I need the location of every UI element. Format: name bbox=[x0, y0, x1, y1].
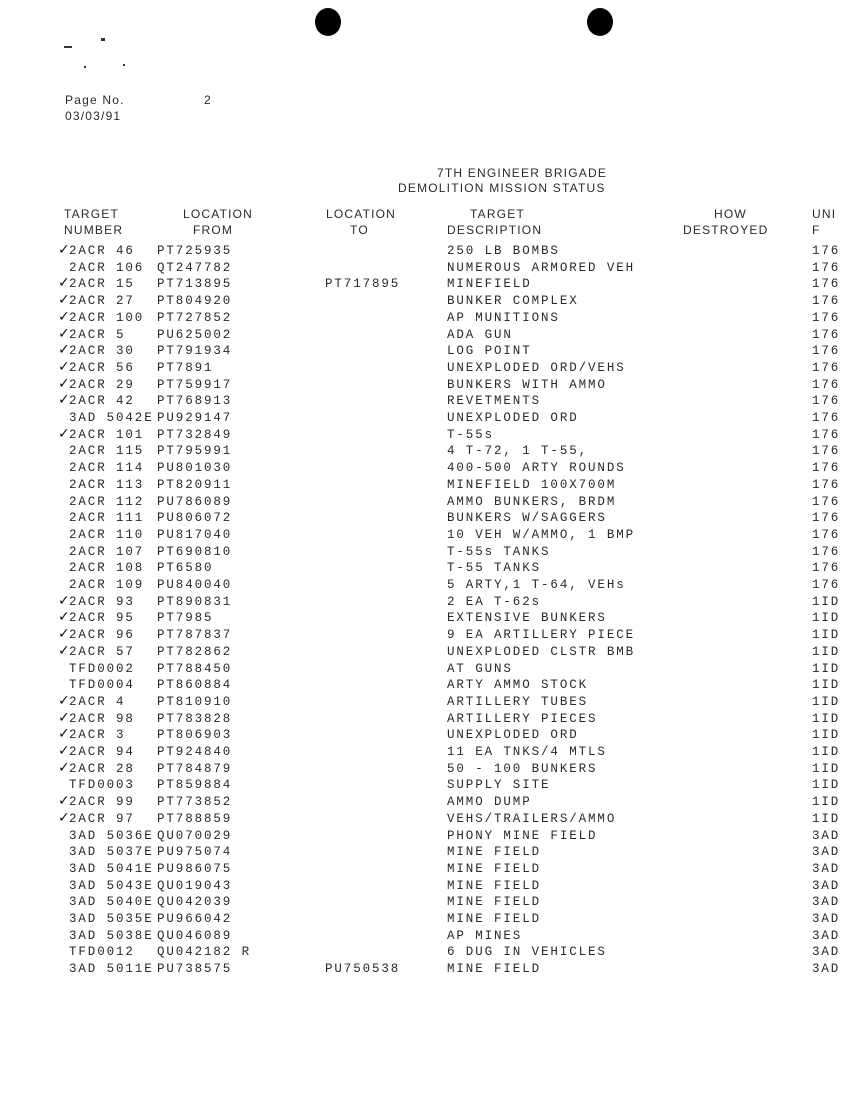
cell-target-number: 3AD 5040E bbox=[69, 895, 154, 910]
header-how-destroyed: HOW bbox=[714, 207, 747, 221]
header-location-to: TO bbox=[350, 223, 369, 237]
cell-target-number: 2ACR 98 bbox=[69, 711, 135, 726]
cell-unit: 176 bbox=[812, 411, 841, 425]
cell-target-description: LOG POINT bbox=[447, 344, 532, 359]
report-subtitle: DEMOLITION MISSION STATUS bbox=[398, 181, 606, 195]
cell-location-from: PU929147 bbox=[157, 411, 233, 425]
checkmark-icon: ✓ bbox=[58, 342, 70, 359]
cell-target-description: 11 EA TNKS/4 MTLS bbox=[447, 745, 607, 759]
cell-target-number: 2ACR 109 bbox=[69, 578, 145, 592]
cell-unit: 3AD bbox=[812, 945, 841, 960]
cell-unit: 1ID bbox=[812, 778, 841, 793]
checkmark-icon: ✓ bbox=[58, 358, 70, 375]
checkmark-icon: ✓ bbox=[58, 793, 70, 810]
cell-target-number: 3AD 5043E bbox=[69, 878, 154, 893]
table-row bbox=[0, 809, 850, 828]
cell-unit: 3AD bbox=[812, 861, 841, 876]
cell-location-from: QU046089 bbox=[157, 928, 233, 943]
cell-target-number: 2ACR 4 bbox=[69, 694, 126, 709]
cell-target-description: 50 - 100 BUNKERS bbox=[447, 761, 598, 776]
cell-target-description: UNEXPLODED ORD/VEHS bbox=[447, 360, 626, 375]
cell-location-from: PU806072 bbox=[157, 511, 233, 526]
checkmark-icon: ✓ bbox=[58, 709, 70, 726]
header-unit: F bbox=[812, 223, 821, 237]
cell-location-to: PT717895 bbox=[325, 277, 401, 292]
cell-target-description: BUNKERS WITH AMMO bbox=[447, 377, 607, 392]
cell-location-from: PT804920 bbox=[157, 294, 233, 309]
table-row bbox=[0, 745, 850, 761]
checkmark-icon: ✓ bbox=[58, 609, 70, 626]
cell-unit: 1ID bbox=[812, 694, 841, 709]
cell-target-number: 2ACR 29 bbox=[69, 377, 135, 392]
cell-target-description: 2 EA T-62s bbox=[447, 594, 542, 609]
cell-target-description: AP MINES bbox=[447, 928, 523, 943]
cell-location-from: PU738575 bbox=[157, 962, 233, 977]
header-target-description: DESCRIPTION bbox=[447, 223, 543, 237]
table-row bbox=[0, 929, 850, 945]
hole-punch-right bbox=[587, 8, 613, 36]
cell-target-description: MINE FIELD bbox=[447, 845, 542, 860]
cell-unit: 176 bbox=[812, 344, 841, 359]
cell-target-description: MINEFIELD 100X700M bbox=[447, 477, 617, 492]
cell-target-number: 2ACR 112 bbox=[69, 494, 145, 509]
cell-target-description: ADA GUN bbox=[447, 327, 513, 342]
table-row bbox=[0, 511, 850, 527]
cell-target-number: 2ACR 115 bbox=[69, 444, 145, 459]
table-row bbox=[0, 461, 850, 477]
cell-unit: 176 bbox=[812, 578, 841, 592]
cell-unit: 3AD bbox=[812, 912, 841, 926]
cell-target-number: 2ACR 56 bbox=[69, 360, 135, 375]
table-row bbox=[0, 862, 850, 878]
cell-unit: 1ID bbox=[812, 795, 841, 810]
table-row bbox=[0, 692, 850, 711]
header-location-from: FROM bbox=[193, 223, 234, 237]
checkmark-icon: ✓ bbox=[58, 642, 70, 659]
checkmark-icon: ✓ bbox=[58, 425, 70, 442]
cell-location-from: QU070029 bbox=[157, 828, 233, 843]
cell-unit: 176 bbox=[812, 544, 841, 559]
cell-target-number: 2ACR 5 bbox=[69, 327, 126, 342]
cell-location-from: QU042182 R bbox=[157, 945, 252, 960]
cell-unit: 3AD bbox=[812, 962, 841, 977]
cell-target-number: 2ACR 96 bbox=[69, 628, 135, 643]
cell-unit: 3AD bbox=[812, 878, 841, 893]
page-label: Page No. bbox=[65, 93, 125, 107]
checkmark-icon: ✓ bbox=[58, 242, 70, 258]
checkmark-icon: ✓ bbox=[58, 726, 70, 743]
cell-target-number: 2ACR 30 bbox=[69, 344, 135, 359]
cell-target-description: BUNKERS W/SAGGERS bbox=[447, 511, 607, 526]
header-location-from: LOCATION bbox=[183, 207, 254, 221]
cell-location-from: PT795991 bbox=[157, 444, 233, 459]
cell-unit: 1ID bbox=[812, 811, 841, 826]
table-row bbox=[0, 611, 850, 627]
cell-unit: 1ID bbox=[812, 728, 841, 743]
cell-unit: 176 bbox=[812, 310, 841, 325]
cell-unit: 176 bbox=[812, 427, 841, 442]
cell-target-number: 2ACR 107 bbox=[69, 544, 145, 559]
cell-location-to: PU750538 bbox=[325, 962, 401, 977]
table-row bbox=[0, 592, 850, 611]
table-row bbox=[0, 912, 850, 928]
table-row bbox=[0, 394, 850, 410]
cell-location-from: PU801030 bbox=[157, 461, 233, 476]
table-row bbox=[0, 561, 850, 577]
cell-target-description: AT GUNS bbox=[447, 661, 513, 676]
checkmark-icon: ✓ bbox=[58, 626, 70, 643]
cell-location-from: PT713895 bbox=[157, 277, 233, 292]
cell-location-from: PU975074 bbox=[157, 845, 233, 860]
cell-location-from: PT783828 bbox=[157, 711, 233, 726]
table-row bbox=[0, 709, 850, 728]
table-row bbox=[0, 829, 850, 845]
cell-location-from: PU966042 bbox=[157, 912, 233, 926]
cell-location-from: PT690810 bbox=[157, 544, 233, 559]
cell-target-number: TFD0003 bbox=[69, 778, 135, 793]
cell-target-number: 3AD 5036E bbox=[69, 828, 154, 843]
table-row bbox=[0, 962, 850, 978]
cell-target-description: 6 DUG IN VEHICLES bbox=[447, 945, 607, 960]
cell-target-description: 5 ARTY,1 T-64, VEHs bbox=[447, 578, 626, 592]
cell-target-number: 2ACR 108 bbox=[69, 561, 145, 576]
cell-target-description: NUMEROUS ARMORED VEH bbox=[447, 260, 636, 275]
cell-target-number: 3AD 5011E bbox=[69, 962, 154, 977]
cell-target-number: 2ACR 101 bbox=[69, 427, 145, 442]
cell-target-number: TFD0002 bbox=[69, 661, 135, 676]
cell-unit: 176 bbox=[812, 527, 841, 542]
cell-target-number: 2ACR 114 bbox=[69, 461, 145, 476]
cell-target-description: ARTILLERY PIECES bbox=[447, 711, 598, 726]
cell-target-description: MINE FIELD bbox=[447, 861, 542, 876]
table-row bbox=[0, 642, 850, 661]
cell-target-number: TFD0004 bbox=[69, 678, 135, 693]
cell-location-from: PT768913 bbox=[157, 394, 233, 409]
table-row bbox=[0, 444, 850, 460]
header-target-number: TARGET bbox=[64, 207, 119, 221]
cell-target-number: TFD0012 bbox=[69, 945, 135, 960]
table-row bbox=[0, 945, 850, 961]
cell-target-number: 2ACR 28 bbox=[69, 761, 135, 776]
table-row bbox=[0, 325, 850, 344]
header-target-description: TARGET bbox=[470, 207, 525, 221]
cell-location-from: PT725935 bbox=[157, 244, 233, 258]
cell-target-number: 2ACR 111 bbox=[69, 511, 145, 526]
cell-target-number: 2ACR 97 bbox=[69, 811, 135, 826]
cell-unit: 1ID bbox=[812, 594, 841, 609]
cell-target-number: 2ACR 3 bbox=[69, 728, 126, 743]
cell-unit: 1ID bbox=[812, 611, 841, 626]
table-row bbox=[0, 628, 850, 644]
cell-target-description: UNEXPLODED ORD bbox=[447, 411, 579, 425]
cell-target-number: 2ACR 113 bbox=[69, 477, 145, 492]
cell-location-from: PT727852 bbox=[157, 310, 233, 325]
cell-location-from: QT247782 bbox=[157, 260, 233, 275]
table-row bbox=[0, 795, 850, 811]
cell-target-number: 3AD 5035E bbox=[69, 912, 154, 926]
cell-target-number: 3AD 5042E bbox=[69, 411, 154, 425]
cell-target-description: MINEFIELD bbox=[447, 277, 532, 292]
cell-target-number: 2ACR 15 bbox=[69, 277, 135, 292]
cell-target-number: 3AD 5041E bbox=[69, 861, 154, 876]
cell-target-description: MINE FIELD bbox=[447, 962, 542, 977]
cell-location-from: PT7985 bbox=[157, 611, 214, 626]
cell-unit: 176 bbox=[812, 461, 841, 476]
table-row bbox=[0, 308, 850, 327]
cell-target-number: 3AD 5038E bbox=[69, 928, 154, 943]
cell-target-number: 2ACR 94 bbox=[69, 745, 135, 759]
cell-location-from: PT732849 bbox=[157, 427, 233, 442]
cell-location-from: QU042039 bbox=[157, 895, 233, 910]
report-title: 7TH ENGINEER BRIGADE bbox=[437, 166, 608, 180]
cell-location-from: PT820911 bbox=[157, 477, 233, 492]
cell-unit: 176 bbox=[812, 260, 841, 275]
cell-location-from: PT788450 bbox=[157, 661, 233, 676]
cell-target-number: 2ACR 95 bbox=[69, 611, 135, 626]
cell-unit: 1ID bbox=[812, 678, 841, 693]
table-row bbox=[0, 895, 850, 911]
cell-unit: 3AD bbox=[812, 828, 841, 843]
table-row bbox=[0, 528, 850, 544]
cell-unit: 1ID bbox=[812, 761, 841, 776]
checkmark-icon: ✓ bbox=[58, 759, 70, 776]
table-row bbox=[0, 294, 850, 310]
cell-location-from: PT6580 bbox=[157, 561, 214, 576]
checkmark-icon: ✓ bbox=[58, 292, 70, 309]
table-row bbox=[0, 678, 850, 694]
cell-target-description: EXTENSIVE BUNKERS bbox=[447, 611, 607, 626]
table-row bbox=[0, 425, 850, 444]
cell-location-from: PT787837 bbox=[157, 628, 233, 643]
checkmark-icon: ✓ bbox=[58, 392, 70, 409]
table-row bbox=[0, 662, 850, 678]
cell-unit: 176 bbox=[812, 360, 841, 375]
cell-target-number: 2ACR 46 bbox=[69, 244, 135, 258]
table-row bbox=[0, 344, 850, 360]
table-row bbox=[0, 545, 850, 561]
cell-location-from: PT7891 bbox=[157, 360, 214, 375]
cell-target-description: T-55s TANKS bbox=[447, 544, 551, 559]
table-row bbox=[0, 478, 850, 494]
checkmark-icon: ✓ bbox=[58, 743, 70, 759]
checkmark-icon: ✓ bbox=[58, 375, 70, 392]
cell-target-description: 400-500 ARTY ROUNDS bbox=[447, 461, 626, 476]
scan-speck bbox=[101, 38, 105, 41]
cell-unit: 1ID bbox=[812, 644, 841, 659]
cell-target-description: 250 LB BOMBS bbox=[447, 244, 560, 258]
checkmark-icon: ✓ bbox=[58, 275, 70, 292]
cell-location-from: PT759917 bbox=[157, 377, 233, 392]
table-row bbox=[0, 277, 850, 293]
cell-target-description: MINE FIELD bbox=[447, 895, 542, 910]
cell-unit: 3AD bbox=[812, 845, 841, 860]
cell-target-number: 2ACR 100 bbox=[69, 310, 145, 325]
cell-target-description: AMMO DUMP bbox=[447, 795, 532, 810]
cell-target-number: 2ACR 106 bbox=[69, 260, 145, 275]
cell-location-from: PT924840 bbox=[157, 745, 233, 759]
cell-target-number: 3AD 5037E bbox=[69, 845, 154, 860]
table-row bbox=[0, 728, 850, 744]
cell-unit: 1ID bbox=[812, 661, 841, 676]
table-row bbox=[0, 244, 850, 260]
scan-speck bbox=[64, 46, 72, 48]
page-number: 2 bbox=[204, 93, 212, 107]
cell-location-from: PT890831 bbox=[157, 594, 233, 609]
cell-unit: 176 bbox=[812, 394, 841, 409]
cell-target-number: 2ACR 57 bbox=[69, 644, 135, 659]
cell-unit: 176 bbox=[812, 477, 841, 492]
cell-location-from: PU986075 bbox=[157, 861, 233, 876]
cell-location-from: PT859884 bbox=[157, 778, 233, 793]
cell-unit: 176 bbox=[812, 244, 841, 258]
cell-location-from: QU019043 bbox=[157, 878, 233, 893]
cell-target-description: PHONY MINE FIELD bbox=[447, 828, 598, 843]
cell-location-from: PT784879 bbox=[157, 761, 233, 776]
header-location-to: LOCATION bbox=[326, 207, 397, 221]
scan-speck bbox=[84, 66, 86, 68]
cell-target-description: 9 EA ARTILLERY PIECE bbox=[447, 628, 636, 643]
header-how-destroyed: DESTROYED bbox=[683, 223, 769, 237]
cell-location-from: PT782862 bbox=[157, 644, 233, 659]
cell-unit: 176 bbox=[812, 294, 841, 309]
cell-location-from: PT806903 bbox=[157, 728, 233, 743]
cell-unit: 3AD bbox=[812, 895, 841, 910]
cell-unit: 176 bbox=[812, 277, 841, 292]
cell-location-from: PU840040 bbox=[157, 578, 233, 592]
cell-target-description: AMMO BUNKERS, BRDM bbox=[447, 494, 617, 509]
cell-target-number: 2ACR 27 bbox=[69, 294, 135, 309]
table-row bbox=[0, 578, 850, 594]
cell-unit: 1ID bbox=[812, 628, 841, 643]
cell-location-from: PU817040 bbox=[157, 527, 233, 542]
cell-target-description: AP MUNITIONS bbox=[447, 310, 560, 325]
checkmark-icon: ✓ bbox=[58, 308, 70, 325]
cell-target-description: REVETMENTS bbox=[447, 394, 542, 409]
header-target-number: NUMBER bbox=[64, 223, 124, 237]
header-unit: UNI bbox=[812, 207, 837, 221]
cell-unit: 3AD bbox=[812, 928, 841, 943]
cell-target-description: UNEXPLODED ORD bbox=[447, 728, 579, 743]
cell-unit: 1ID bbox=[812, 711, 841, 726]
cell-target-description: ARTY AMMO STOCK bbox=[447, 678, 589, 693]
table-row bbox=[0, 375, 850, 394]
cell-location-from: PT788859 bbox=[157, 811, 233, 826]
cell-unit: 1ID bbox=[812, 745, 841, 759]
cell-target-description: UNEXPLODED CLSTR BMB bbox=[447, 644, 636, 659]
hole-punch-left bbox=[315, 8, 341, 36]
table-row bbox=[0, 759, 850, 778]
cell-target-description: T-55s bbox=[447, 427, 495, 442]
cell-target-number: 2ACR 42 bbox=[69, 394, 135, 409]
checkmark-icon: ✓ bbox=[58, 809, 70, 826]
checkmark-icon: ✓ bbox=[58, 692, 70, 709]
cell-location-from: PU625002 bbox=[157, 327, 233, 342]
scan-speck bbox=[123, 64, 125, 66]
cell-target-description: SUPPLY SITE bbox=[447, 778, 551, 793]
cell-target-description: 4 T-72, 1 T-55, bbox=[447, 444, 589, 459]
checkmark-icon: ✓ bbox=[58, 592, 70, 609]
cell-unit: 176 bbox=[812, 511, 841, 526]
cell-unit: 176 bbox=[812, 444, 841, 459]
cell-target-description: VEHS/TRAILERS/AMMO bbox=[447, 811, 617, 826]
cell-unit: 176 bbox=[812, 561, 841, 576]
cell-location-from: PU786089 bbox=[157, 494, 233, 509]
cell-target-number: 2ACR 110 bbox=[69, 527, 145, 542]
cell-unit: 176 bbox=[812, 494, 841, 509]
cell-location-from: PT860884 bbox=[157, 678, 233, 693]
cell-target-description: BUNKER COMPLEX bbox=[447, 294, 579, 309]
table-row bbox=[0, 411, 850, 427]
cell-unit: 176 bbox=[812, 377, 841, 392]
table-row bbox=[0, 845, 850, 861]
cell-unit: 176 bbox=[812, 327, 841, 342]
cell-target-description: T-55 TANKS bbox=[447, 561, 542, 576]
cell-target-description: 10 VEH W/AMMO, 1 BMP bbox=[447, 527, 636, 542]
cell-target-number: 2ACR 99 bbox=[69, 795, 135, 810]
table-row bbox=[0, 261, 850, 277]
checkmark-icon: ✓ bbox=[58, 325, 70, 342]
cell-target-description: ARTILLERY TUBES bbox=[447, 694, 589, 709]
table-row bbox=[0, 358, 850, 377]
cell-target-number: 2ACR 93 bbox=[69, 594, 135, 609]
cell-target-description: MINE FIELD bbox=[447, 912, 542, 926]
cell-location-from: PT791934 bbox=[157, 344, 233, 359]
cell-location-from: PT773852 bbox=[157, 795, 233, 810]
report-date: 03/03/91 bbox=[65, 109, 122, 123]
cell-target-description: MINE FIELD bbox=[447, 878, 542, 893]
table-row bbox=[0, 879, 850, 895]
cell-location-from: PT810910 bbox=[157, 694, 233, 709]
table-row bbox=[0, 778, 850, 794]
table-row bbox=[0, 495, 850, 511]
